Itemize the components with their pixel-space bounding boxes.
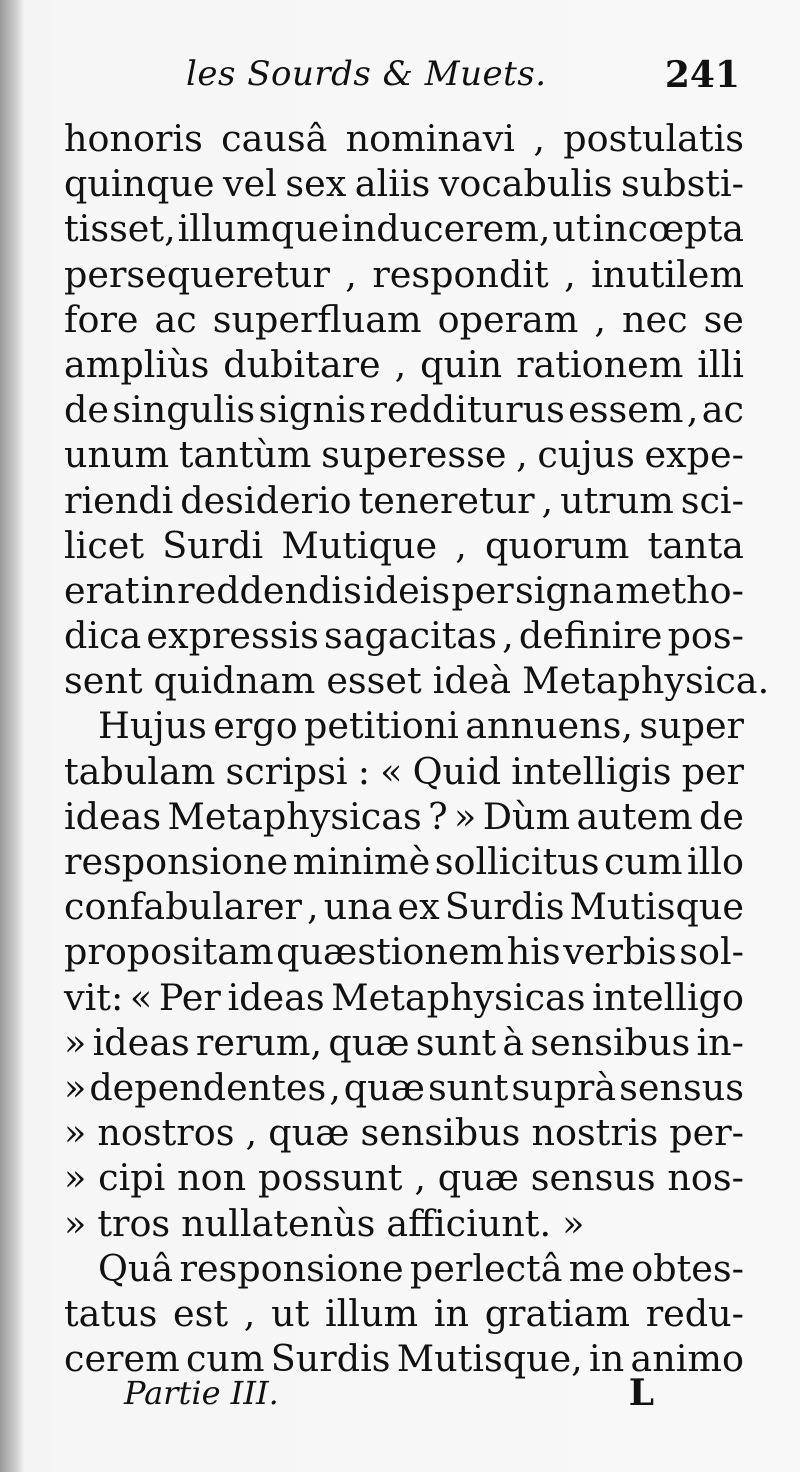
word: ut	[552, 207, 591, 251]
text-line	[64, 794, 744, 839]
word: Surdis	[270, 1337, 391, 1381]
word: »	[562, 1201, 585, 1245]
word: fore	[64, 297, 139, 341]
word: sent	[64, 659, 143, 703]
word: verbis	[563, 930, 677, 974]
word: ,	[541, 478, 554, 522]
word: de	[699, 794, 744, 838]
word: ,	[516, 433, 528, 477]
word: »	[454, 794, 477, 838]
word: suprà	[511, 1065, 617, 1109]
word: ,	[307, 885, 319, 929]
word: tatus	[64, 1291, 158, 1335]
word: in	[140, 568, 176, 612]
word: in-	[696, 1020, 744, 1064]
text-line	[64, 1246, 744, 1291]
word: vit:	[64, 975, 124, 1019]
word: desiderio	[180, 478, 352, 522]
word: singulis	[112, 388, 256, 432]
word: pos-	[667, 614, 744, 658]
word: per	[451, 568, 514, 612]
word: »	[64, 1065, 87, 1109]
word: illi	[697, 342, 744, 386]
word: sollicitus	[434, 840, 600, 883]
word: ,	[243, 1291, 256, 1335]
text-line	[64, 1291, 744, 1336]
word: «	[129, 975, 153, 1019]
text-line	[64, 297, 744, 342]
word: inducerem,	[341, 207, 551, 251]
word: Hujus	[98, 704, 207, 748]
word: riendi	[64, 478, 174, 522]
word: redditurus	[369, 388, 565, 432]
word: Quid	[412, 749, 502, 793]
word: «	[380, 749, 403, 793]
text-line	[64, 749, 744, 794]
word: autem	[576, 794, 693, 838]
word: expe-	[644, 433, 744, 477]
word: quæ	[268, 1111, 350, 1155]
word: esset	[326, 659, 422, 703]
word: ,	[329, 1065, 341, 1109]
word: ac	[701, 388, 744, 432]
part-label: Partie III.	[124, 1374, 279, 1412]
word: rerum,	[195, 1020, 323, 1064]
word: causâ	[221, 117, 328, 160]
word: his	[506, 930, 561, 974]
word: reddendis	[177, 568, 362, 612]
word: nominavi	[345, 117, 515, 160]
word: ,	[455, 523, 467, 567]
word: nullatenùs	[181, 1201, 376, 1245]
word: sex	[285, 162, 347, 206]
word: me	[568, 1246, 625, 1290]
word: in	[433, 1291, 469, 1335]
word: tros	[97, 1201, 171, 1245]
word: petitioni	[304, 704, 459, 748]
word: annuens,	[465, 704, 633, 748]
word: afficiunt.	[386, 1201, 552, 1245]
word: respondit	[372, 252, 549, 296]
word: operam	[437, 297, 579, 341]
word: tantùm	[178, 433, 312, 477]
text-line	[64, 703, 744, 748]
text-line	[64, 1065, 744, 1110]
word: nec	[622, 297, 688, 341]
word: Mutisque	[569, 885, 744, 929]
text-line	[64, 161, 744, 206]
word: metho-	[615, 568, 744, 612]
text-line	[64, 1020, 744, 1065]
word: intelligis	[511, 749, 672, 793]
word: se	[703, 297, 744, 341]
word: quæ	[437, 1156, 519, 1200]
word: propositam	[64, 930, 274, 974]
word: »	[64, 1201, 87, 1245]
word: unum	[64, 433, 170, 477]
word: non	[177, 1156, 247, 1200]
word: scripsi	[225, 749, 348, 793]
word: rationem	[516, 342, 684, 386]
text-line	[64, 523, 744, 568]
page-header	[64, 52, 740, 112]
word: obtes-	[631, 1246, 744, 1290]
word: redu-	[645, 1291, 744, 1335]
signature-mark: L	[628, 1372, 654, 1414]
word: ,	[345, 252, 357, 296]
word: substi-	[620, 162, 744, 206]
word: quæstionem	[276, 930, 505, 974]
word: sagacitas	[324, 614, 497, 658]
word: ,	[686, 388, 699, 432]
word: gratiam	[484, 1291, 630, 1335]
word: per	[681, 749, 744, 793]
word: nostris	[531, 1111, 659, 1155]
word: licet	[64, 523, 145, 567]
word: tabulam	[64, 749, 216, 793]
page-number: 241	[664, 54, 740, 96]
word: inutilem	[591, 252, 744, 296]
word: »	[64, 1156, 87, 1200]
word: definire	[518, 614, 663, 658]
word: cum	[185, 1337, 265, 1381]
word: postulatis	[563, 117, 744, 160]
word: signis	[258, 388, 367, 432]
word: ,	[502, 614, 514, 658]
word: illo	[687, 840, 744, 883]
word: Metaphysicas	[167, 794, 422, 838]
text-line	[64, 839, 744, 884]
word: ,	[394, 342, 407, 386]
word: teneretur	[358, 478, 535, 522]
word: Quâ	[98, 1246, 174, 1290]
word: vocabulis	[438, 162, 613, 206]
word: ,	[594, 297, 607, 341]
word: quæ	[328, 1020, 410, 1064]
word: ,	[564, 252, 576, 296]
word: expressis	[146, 614, 319, 658]
word: Metaphysica.	[522, 659, 770, 703]
word: perlectâ	[409, 1246, 563, 1290]
word: sunt	[415, 1020, 497, 1064]
text-line	[64, 975, 744, 1020]
word: quinque	[64, 162, 215, 206]
word: tisset,	[64, 207, 176, 251]
word: ampliùs	[64, 342, 210, 386]
text-line	[64, 252, 744, 297]
word: ut	[271, 1291, 310, 1335]
word: Mutisque,	[396, 1337, 583, 1381]
word: ,	[533, 117, 545, 160]
word: Mutique	[281, 523, 438, 567]
word: sci-	[680, 478, 744, 522]
text-line	[64, 613, 744, 658]
word: cum	[603, 840, 683, 883]
text-line	[64, 568, 744, 613]
word: responsione	[64, 840, 289, 883]
word: quidnam	[153, 659, 316, 703]
word: cujus	[537, 433, 635, 477]
word: tanta	[647, 523, 744, 567]
text-line	[64, 116, 744, 161]
word: una	[323, 885, 393, 929]
word: superfluam	[212, 297, 422, 341]
word: Surdis	[444, 885, 565, 929]
word: dica	[64, 614, 142, 658]
word: quorum	[485, 523, 630, 567]
word: quæ	[343, 1065, 425, 1109]
word: signa	[514, 568, 615, 612]
word: nostros	[97, 1111, 235, 1155]
word: est	[173, 1291, 229, 1335]
body-text	[64, 116, 770, 1381]
word: intelligo	[592, 975, 744, 1019]
word: sunt	[427, 1065, 509, 1109]
word: à	[502, 1020, 525, 1064]
word: :	[357, 749, 370, 793]
page-gutter-shadow	[0, 0, 24, 1472]
word: cerem	[64, 1337, 180, 1381]
text-line	[64, 342, 744, 387]
text-line	[64, 432, 744, 477]
word: minimè	[292, 840, 431, 883]
word: ex	[397, 885, 440, 929]
word: nos-	[667, 1156, 744, 1200]
word: super	[639, 704, 744, 748]
word: in	[589, 1337, 625, 1381]
word: sensus	[530, 1156, 656, 1200]
word: ,	[414, 1156, 426, 1200]
word: ac	[154, 297, 197, 341]
word: superesse	[321, 433, 507, 477]
word: illumque	[177, 207, 340, 251]
word: honoris	[64, 117, 203, 160]
word: »	[64, 1111, 87, 1155]
text-line	[64, 1201, 744, 1246]
word: per-	[669, 1111, 744, 1155]
word: quin	[420, 342, 503, 386]
word: persequeretur	[64, 252, 330, 296]
word: incœpta	[592, 207, 744, 251]
word: essem	[568, 388, 684, 432]
text-line	[64, 206, 744, 251]
word: ?	[428, 794, 448, 838]
word: ideà	[432, 659, 512, 703]
text-line	[64, 1110, 744, 1155]
page-footer	[124, 1374, 664, 1424]
text-line	[64, 478, 744, 523]
word: sol-	[679, 930, 744, 974]
word: ergo	[213, 704, 298, 748]
word: responsione	[179, 1246, 404, 1290]
word: de	[64, 388, 109, 432]
word: ideas	[227, 975, 325, 1019]
word: aliis	[354, 162, 431, 206]
word: vel	[223, 162, 277, 206]
word: dubitare	[223, 342, 381, 386]
word: possunt	[257, 1156, 403, 1200]
text-line	[64, 884, 744, 929]
text-line	[64, 658, 770, 703]
text-line	[64, 1155, 744, 1200]
word: ideas	[92, 1020, 190, 1064]
word: utrum	[560, 478, 674, 522]
word: animo	[630, 1337, 744, 1381]
word: sensibus	[360, 1111, 521, 1155]
word: ideis	[363, 568, 451, 612]
word: Metaphysicas	[331, 975, 586, 1019]
word: »	[64, 1020, 87, 1064]
word: confabularer	[64, 885, 302, 929]
word: sensus	[619, 1065, 744, 1109]
word: ideas	[64, 794, 162, 838]
word: Dùm	[482, 794, 571, 838]
word: erat	[64, 568, 140, 612]
running-title: les Sourds & Muets.	[186, 54, 547, 94]
word: dependentes	[89, 1065, 327, 1109]
word: sensibus	[530, 1020, 691, 1064]
word: ,	[245, 1111, 258, 1155]
text-line	[64, 929, 744, 974]
text-line	[64, 387, 744, 432]
word: Per	[158, 975, 221, 1019]
word: Surdi	[162, 523, 264, 567]
word: illum	[324, 1291, 419, 1335]
word: cipi	[98, 1156, 166, 1200]
